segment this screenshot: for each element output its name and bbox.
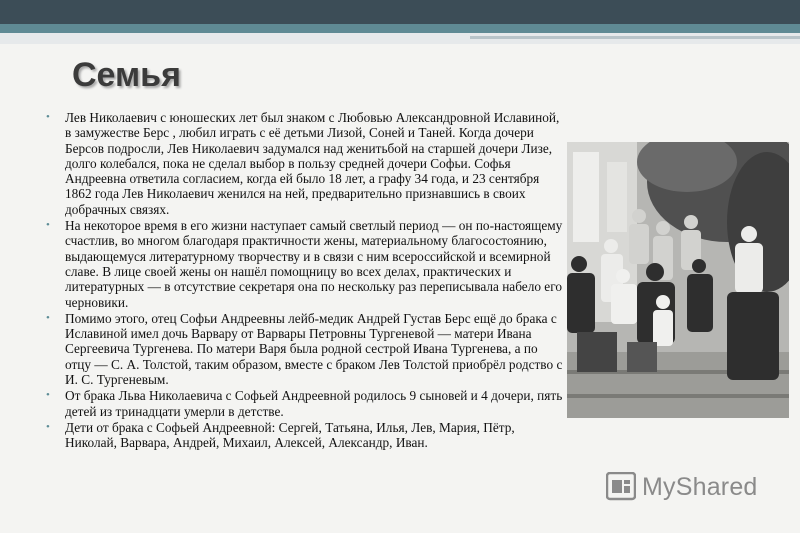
myshared-logo-icon [606, 472, 636, 502]
bullet-dot-icon: • [46, 420, 50, 433]
bullet-dot-icon: • [46, 389, 50, 402]
bullet-text: Дети от брака с Софьей Андреевной: Сергей, Татьяна, Илья, Лев, Мария, Пётр, Николай, Варвара, Андрей, Михаил, Алексей, Александр, Иван. [65, 419, 515, 451]
family-photo [567, 142, 789, 418]
bullet-dot-icon: • [46, 111, 50, 123]
bullet-dot-icon: • [46, 311, 50, 324]
bullet-item-4 [46, 388, 566, 419]
header-accent-band [0, 24, 800, 33]
header-stripe [470, 36, 800, 39]
bullet-text: Помимо этого, отец Софьи Андреевны лейб-медик Андрей Густав Берс ещё до брака с Иславиной имел дочь Варвару от Варвары Петровны Тургеневой — матери Ивана Сергеевича Тургенева. По матери Варя была родной сестрой Ивана Тургенева, а по отцу — С. А. Толстой, таким образом, вместе с браком Лев Толстой приобрёл родство с И. С. Тургеневым. [65, 310, 563, 388]
slide-title: Семья [72, 56, 181, 94]
bullet-item-2 [46, 218, 566, 310]
bullet-text: Лев Николаевич с юношеских лет был знаком с Любовью Александровной Иславиной, в замужестве Берс , любил играть с её детьми Лизой, Соней и Таней. Когда дочери Берсов подросли, Лев Николаевич задумался над женитьбой на старшей дочери Лизе, долго колебался, пока не сделал выбор в пользу средней дочери Софьи. Софья Андреевна ответила согласием, когда ей было 18 лет, а графу 34 года, и 23 сентября 1862 года Лев Николаевич женился на ней, предварительно признавшись в своих добрачных связях. [65, 110, 560, 217]
bullet-text: От брака Льва Николаевича с Софьей Андреевной родилось 9 сыновей и 4 дочери, пять детей из тринадцати умерли в детстве. [65, 388, 563, 419]
logo-text: MyShared [642, 472, 758, 501]
bullet-dot-icon: • [46, 219, 50, 232]
slide-body [46, 110, 566, 452]
bullet-text: На некоторое время в его жизни наступает самый светлый период — он по-настоящему счастлив, во многом благодаря практичности жены, материальному благосостоянию, выдающемуся литературному творчеству и в связи с ним всероссийской и всемирной славе. В лице своей жены он нашёл помощницу во всех делах, практических и литературных — в отсутствие секретаря она по нескольку раз переписывала набело его черновики. [65, 218, 563, 310]
bullet-item-5 [46, 420, 566, 451]
myshared-logo[interactable] [606, 470, 758, 504]
bullet-item-1 [46, 110, 566, 217]
bullet-item-3 [46, 311, 566, 387]
